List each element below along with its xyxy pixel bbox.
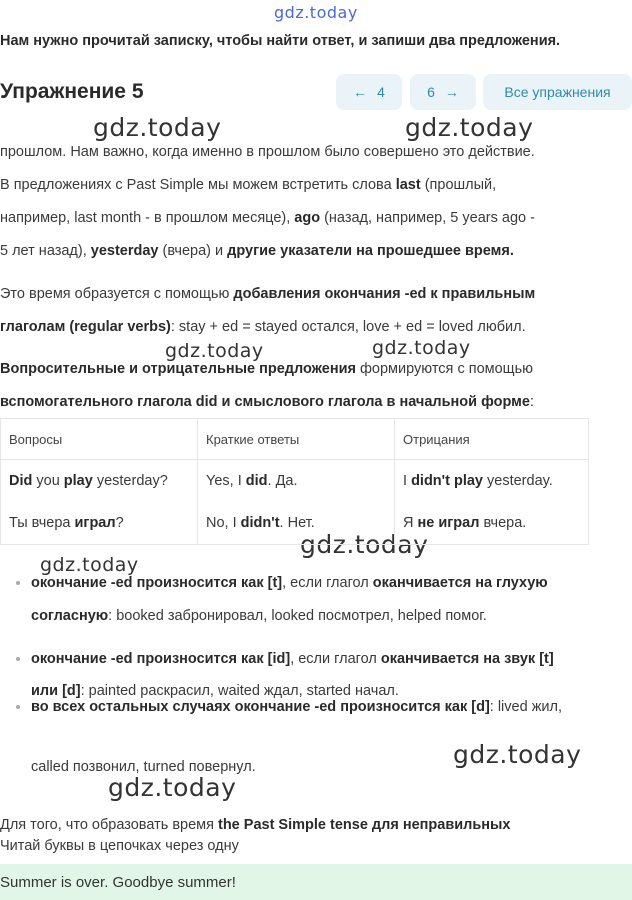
paragraph-line: Это время образуется с помощью добавления окончания -ed к правильным [0,286,536,302]
list-item: окончание -ed произносится как [t], если глагол оканчивается на глухую [31,575,548,591]
arrow-right-icon: → [444,84,459,100]
watermark: gdz.today [165,340,264,362]
watermark: gdz.today [405,113,534,142]
prev-exercise-button[interactable] [336,74,402,110]
paragraph-line: глаголам (regular verbs): stay + ed = stayed остался, love + ed = loved любил. [0,319,526,335]
paragraph-line: Для того, что образовать время the Past Simple tense для неправильных [0,817,511,833]
table-header: Отрицания [395,419,589,460]
paragraph-line: вспомогательного глагола did и смыслового глагола в начальной форме: [0,394,534,410]
table-row [1,502,589,545]
exercise-title: Упражнение 5 [0,80,144,103]
answer-text: Summer is over. Goodbye summer! [0,873,236,891]
watermark: gdz.today [40,554,139,576]
next-exercise-button[interactable] [410,74,476,110]
list-item-cont: согласную: booked забронировал, looked посмотрел, helped помог. [31,608,487,624]
paragraph-line: например, last month - в прошлом месяце), ago (назад, например, 5 years ago - [0,210,535,226]
table-header-row [1,419,589,460]
watermark-top: gdz.today [274,3,358,22]
watermark: gdz.today [453,740,582,769]
watermark: gdz.today [108,773,237,802]
all-exercises-label: Все упражнения [504,84,611,100]
next-exercise-label: 6 [427,84,435,100]
all-exercises-button[interactable] [483,74,632,110]
table-cell: Yes, I did. Да. [198,460,395,503]
watermark: gdz.today [372,337,471,359]
table-cell: Did you play yesterday? [1,460,198,503]
list-item-cont: или [d]: painted раскрасил, waited ждал, started начал. [31,683,399,699]
watermark: gdz.today [300,530,429,559]
paragraph-line: Вопросительные и отрицательные предложения формируются с помощью [0,361,534,377]
bullet-dot [16,705,20,709]
table-header: Вопросы [1,419,198,460]
list-item: окончание -ed произносится как [id], если глагол оканчивается на звук [t] [31,651,554,667]
list-item: во всех остальных случаях окончание -ed произносится как [d]: lived жил, [31,699,562,715]
table-row [1,460,589,503]
paragraph-line: В предложениях с Past Simple мы можем встретить слова last (прошлый, [0,177,497,193]
arrow-left-icon: ← [353,84,368,100]
paragraph-line: прошлом. Нам важно, когда именно в прошлом было совершено это действие. [0,144,535,160]
table-cell: No, I didn't. Нет. [198,502,395,545]
watermark: gdz.today [93,113,222,142]
table-header: Краткие ответы [198,419,395,460]
table-cell: Ты вчера играл? [1,502,198,545]
table-cell: I didn't play yesterday. [395,460,589,503]
bullet-dot [16,657,20,661]
bullet-dot [16,581,20,585]
list-item-cont: called позвонил, turned повернул. [31,759,256,775]
paragraph-line: 5 лет назад), yesterday (вчера) и другие указатели на прошедшее время. [0,243,514,259]
task-text: Нам нужно прочитай записку, чтобы найти ответ, и запиши два предложения. [0,33,561,49]
answer-box [0,864,632,900]
table-cell: Я не играл вчера. [395,502,589,545]
prev-exercise-label: 4 [377,84,385,100]
grammar-table [0,418,589,545]
hint-text: Читай буквы в цепочках через одну [0,838,239,854]
